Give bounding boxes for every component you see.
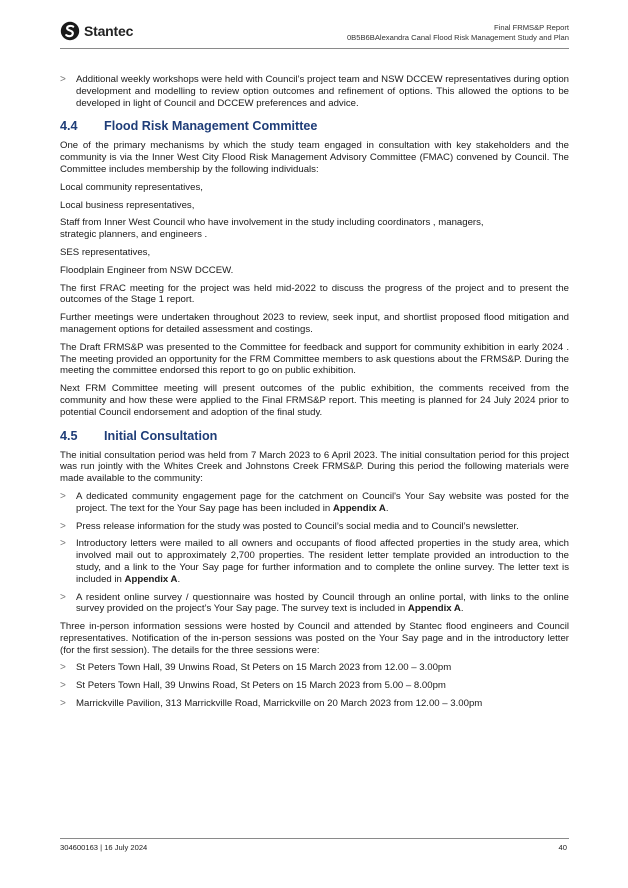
member-item: Floodplain Engineer from NSW DCCEW. — [60, 264, 234, 276]
list-item-text: A resident online survey / questionnaire was hosted by Council through an online portal, with links to the online survey provided on the project’s Your Say page. The survey text is included in Appendix A. — [76, 591, 569, 615]
session-item — [60, 698, 569, 710]
logo-text: Stantec — [84, 23, 134, 39]
header-divider — [60, 48, 569, 49]
list-item — [60, 491, 569, 515]
list-item — [60, 592, 569, 616]
list-item-text: Press release information for the study was posted to Council’s social media and to Council’s newsletter. — [76, 520, 519, 532]
appendix-reference: Appendix A — [124, 573, 178, 585]
session-text: St Peters Town Hall, 39 Unwins Road, St Peters on 15 March 2023 from 5.00 – 8.00pm — [76, 680, 446, 692]
chevron-right-icon: > — [60, 74, 66, 85]
page-number: 40 — [558, 843, 567, 852]
member-item: Local business representatives, — [60, 199, 195, 211]
section-heading-4-4 — [60, 119, 569, 134]
member-item: Staff from Inner West Council who have involvement in the study including coordinators , managers, strategic planners, and engineers . — [60, 217, 484, 241]
stantec-logo — [60, 20, 133, 42]
chevron-right-icon: > — [60, 520, 66, 532]
stantec-logo-icon — [60, 21, 80, 41]
list-item — [60, 538, 569, 585]
member-item: SES representatives, — [60, 246, 151, 258]
section-heading-4-5 — [60, 429, 569, 444]
section-number: 4.5 — [60, 428, 78, 443]
chevron-right-icon: > — [60, 662, 66, 674]
report-title: Final FRMS&P Report — [494, 23, 569, 32]
paragraph: The Draft FRMS&P was presented to the Committee for feedback and support for community exhibition in early 2024 . The meeting provided an opportunity for the FRM Committee members to ask questions about the FRMS&P. During the meeting the committee endorsed this report to go on public exhibition. — [60, 341, 569, 377]
report-subtitle: 0B5B6BAlexandra Canal Flood Risk Management Study and Plan — [346, 33, 569, 42]
chevron-right-icon: > — [60, 490, 66, 502]
paragraph: One of the primary mechanisms by which the study team engaged in consultation with key stakeholders and the community is via the Inner West City Flood Risk Management Advisory Committee (FMAC) convened by Council. The Committee includes membership by the following individuals: — [60, 140, 569, 175]
paragraph: Further meetings were undertaken throughout 2023 to review, seek input, and shortlist proposed flood mitigation and management options for detailed assessment and costings. — [60, 312, 569, 335]
list-item — [60, 521, 569, 533]
session-text: Marrickville Pavilion, 313 Marrickville Road, Marrickville on 20 March 2023 from 12.00 – 3.00pm — [76, 698, 483, 710]
appendix-reference: Appendix A — [332, 502, 386, 514]
paragraph: Three in-person information sessions were hosted by Council and attended by Stantec flood engineers and Council representatives. Notification of the in-person sessions was posted on the Your Say page and in the introductory letter (for the first session). The details for the three sessions were: — [60, 621, 569, 656]
chevron-right-icon: > — [60, 538, 66, 550]
list-item-text: Introductory letters were mailed to all owners and occupants of flood affected properties in the study area, which involved mail out to approximately 2,700 properties. The resident letter template provided an introduction to the study, and a link to the Your Say page for further information and to complete the online survey. The letter text is included in Appendix A. — [76, 538, 569, 585]
page-content — [60, 74, 569, 716]
chevron-right-icon: > — [60, 591, 66, 603]
session-item — [60, 680, 569, 692]
member-item: Local community representatives, — [60, 181, 203, 193]
paragraph: The first FRAC meeting for the project was held mid-2022 to discuss the progress of the project and to present the outcomes of the Stage 1 report. — [60, 282, 569, 306]
chevron-right-icon: > — [60, 680, 66, 692]
footer-doc-ref: 304600163 | 16 July 2024 — [60, 843, 148, 852]
paragraph: The initial consultation period was held from 7 March 2023 to 6 April 2023. The initial consultation period for this project was run jointly with the Whites Creek and Johnstons Creek FRMS&P. During this period the following materials were made available to the community: — [60, 449, 569, 485]
section-title: Initial Consultation — [104, 428, 218, 443]
appendix-reference: Appendix A — [407, 603, 461, 615]
footer-divider — [60, 838, 569, 839]
session-item — [60, 662, 569, 674]
header-right — [347, 23, 569, 43]
list-item-text: A dedicated community engagement page for the catchment on Council's Your Say website was posted for the project. The text for the Your Say page has been included in Appendix A. — [76, 490, 569, 514]
session-text: St Peters Town Hall, 39 Unwins Road, St Peters on 15 March 2023 from 12.00 – 3.00pm — [76, 662, 452, 674]
section-title: Flood Risk Management Committee — [104, 119, 318, 134]
chevron-right-icon: > — [60, 698, 66, 710]
intro-bullet-text: Additional weekly workshops were held with Council’s project team and NSW DCCEW representatives during option development and modelling to review option outcomes and refinement of options. This allowed the options to be developed in light of Council and DCCEW preferences and advice. — [76, 74, 569, 109]
list-item — [60, 74, 569, 109]
section-number: 4.4 — [60, 119, 78, 134]
paragraph: Next FRM Committee meeting will present outcomes of the public exhibition, the comments received from the community and how these were applied to the Final FRMS&P report. This meeting is planned for 24 July 2024 prior to potential Council endorsement and adoption of the final study. — [60, 383, 569, 418]
